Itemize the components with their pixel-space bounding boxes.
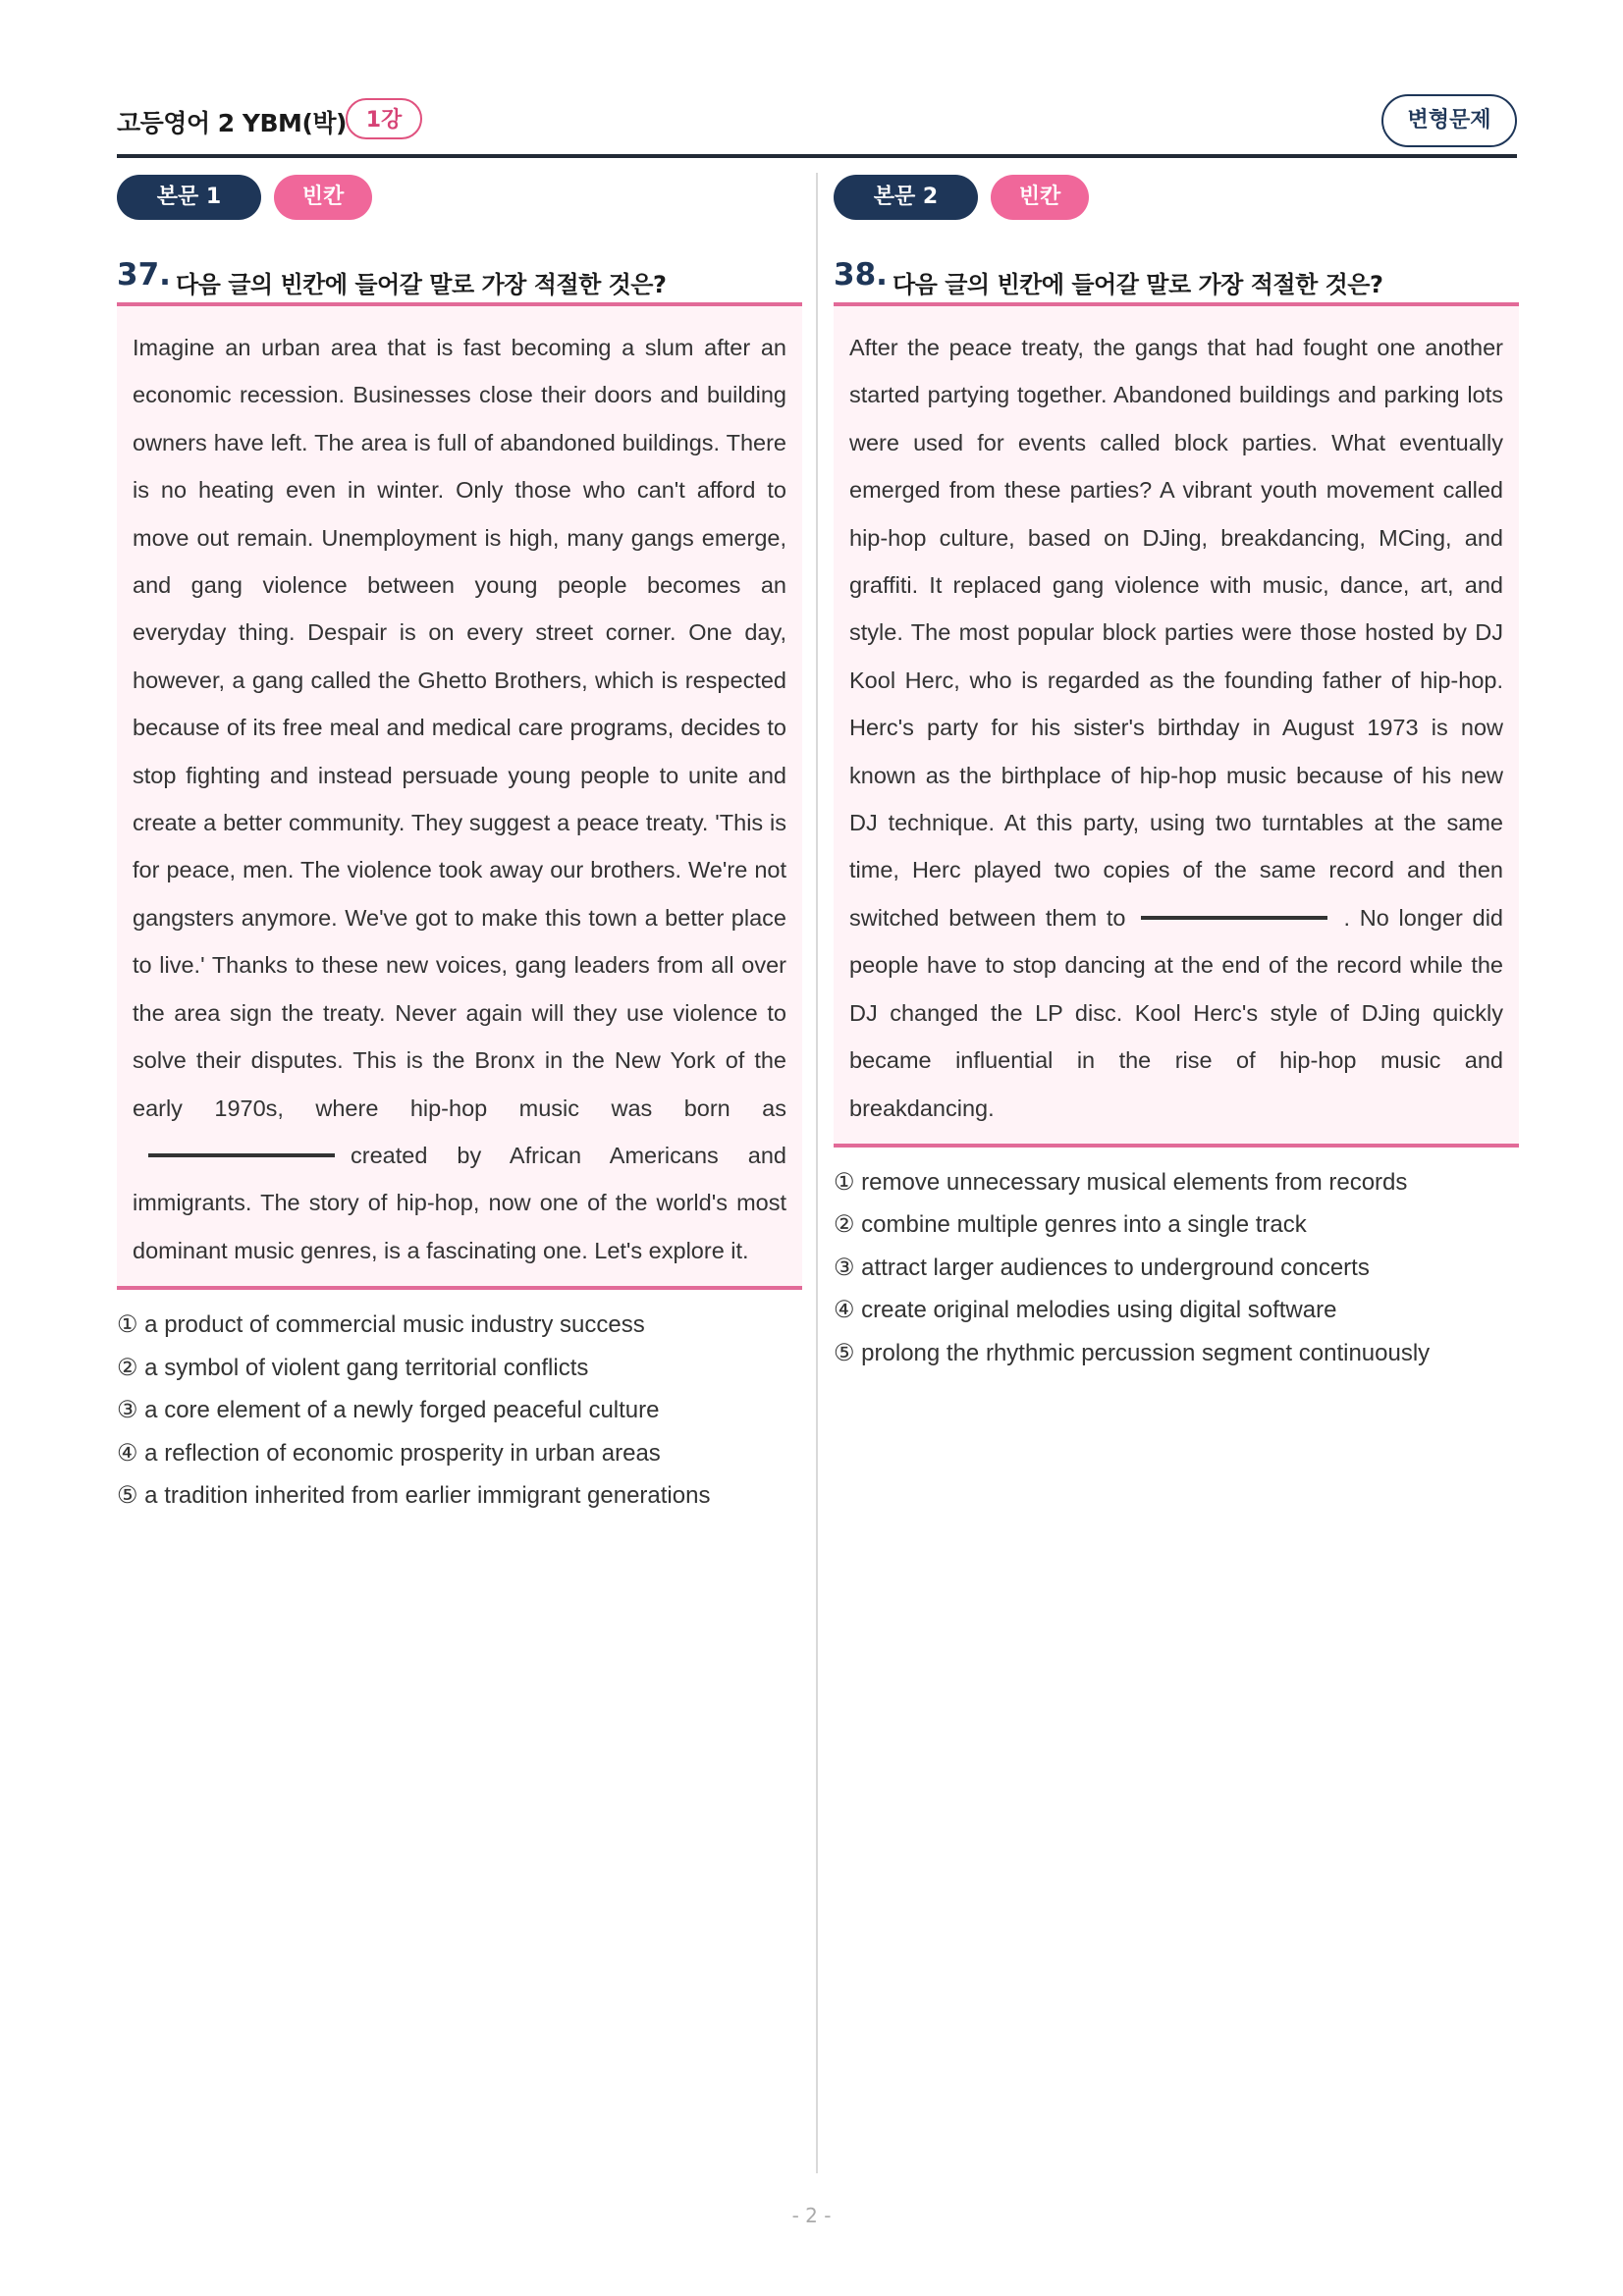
option-1[interactable]: ① remove unnecessary musical elements from records (834, 1168, 1408, 1196)
type-tag: 빈칸 (274, 175, 372, 220)
answer-blank (1141, 916, 1327, 920)
option-5[interactable]: ⑤ prolong the rhythmic percussion segment continuously (834, 1339, 1431, 1366)
option-2[interactable]: ② a symbol of violent gang territorial conflicts (117, 1354, 589, 1381)
option-1[interactable]: ① a product of commercial music industry success (117, 1311, 645, 1339)
passage-text-before-blank: After the peace treaty, the gangs that had fought one another started partying together. Abandoned buildings and parking lots were used for events called block parties. What eventually emerged from these parties? A vibrant youth movement called hip-hop culture, based on DJing, breakdancing, MCing, and graffiti. It replaced gang violence with music, dance, art, and style. The most popular block parties were those hosted by DJ Kool Herc, who is regarded as the founding father of hip-hop. Herc's party for his sister's birthday in August 1973 is now known as the birthplace of hip-hop music because of his new DJ technique. At this party, using two turntables at the same time, Herc played two copies of the same record and then switched between them to (849, 335, 1503, 931)
column-divider (816, 173, 818, 2173)
passage-tag: 본문 2 (834, 175, 978, 220)
type-tag: 빈칸 (991, 175, 1089, 220)
passage-bottom-rule (834, 1144, 1519, 1148)
question-38-column (834, 173, 1519, 1374)
passage-bottom-rule (117, 1286, 802, 1290)
page-header (117, 94, 1517, 155)
option-3[interactable]: ③ a core element of a newly forged peaceful culture (117, 1397, 660, 1424)
passage-text-before-blank: Imagine an urban area that is fast becoming a slum after an economic recession. Businesses close their doors and building owners have left. The area is full of abandoned buildings. There is no heating even in winter. Only those who can't afford to move out remain. Unemployment is high, many gangs emerge, and gang violence between young people becomes an everyday thing. Despair is on every street corner. One day, however, a gang called the Ghetto Brothers, which is respected because of its free meal and medical care programs, decides to stop fighting and instead persuade young people to unite and create a better community. They suggest a peace treaty. 'This is for peace, men. The violence took away our brothers. We're not gangsters anymore. We've got to make this town a better place to live.' Thanks to these new voices, gang leaders from all over the area sign the treaty. Never again will they use violence to solve their disputes. This is the Bronx in the New York of the early 1970s, where hip-hop music was born as (133, 335, 786, 1121)
variant-badge: 변형문제 (1381, 94, 1517, 147)
option-3[interactable]: ③ attract larger audiences to underground concerts (834, 1254, 1370, 1281)
option-4[interactable]: ④ create original melodies using digital software (834, 1297, 1337, 1324)
question-37-prompt (117, 257, 802, 302)
lesson-badge: 1강 (346, 98, 422, 139)
question-38-tags (834, 173, 1519, 222)
question-number: 38. (834, 257, 888, 293)
answer-blank (148, 1153, 335, 1157)
option-5[interactable]: ⑤ a tradition inherited from earlier immigrant generations (117, 1482, 711, 1510)
question-38-options (834, 1161, 1519, 1375)
passage-text-after-blank: created by African Americans and immigrants. The story of hip-hop, now one of the world's most dominant music genres, is a fascinating one. Let's explore it. (133, 1142, 786, 1263)
question-text: 다음 글의 빈칸에 들어갈 말로 가장 적절한 것은? (893, 271, 1383, 298)
option-4[interactable]: ④ a reflection of economic prosperity in urban areas (117, 1439, 661, 1467)
question-text: 다음 글의 빈칸에 들어갈 말로 가장 적절한 것은? (176, 271, 667, 298)
question-38-prompt (834, 257, 1519, 302)
question-38-passage (834, 306, 1519, 1144)
question-37-options (117, 1304, 802, 1518)
question-37-column (117, 173, 802, 1518)
course-title: 고등영어 2 YBM(박) (117, 109, 347, 137)
page-number: - 2 - (791, 2204, 832, 2227)
header-divider (117, 154, 1517, 158)
question-37-passage (117, 306, 802, 1286)
option-2[interactable]: ② combine multiple genres into a single track (834, 1211, 1307, 1239)
passage-tag: 본문 1 (117, 175, 261, 220)
question-37-tags (117, 173, 802, 222)
passage-text-after-blank: . No longer did people have to stop dancing at the end of the record while the DJ changed the LP disc. Kool Herc's style of DJing quickly became influential in the rise of hip-hop music and breakdancing. (849, 904, 1503, 1121)
question-number: 37. (117, 257, 171, 293)
